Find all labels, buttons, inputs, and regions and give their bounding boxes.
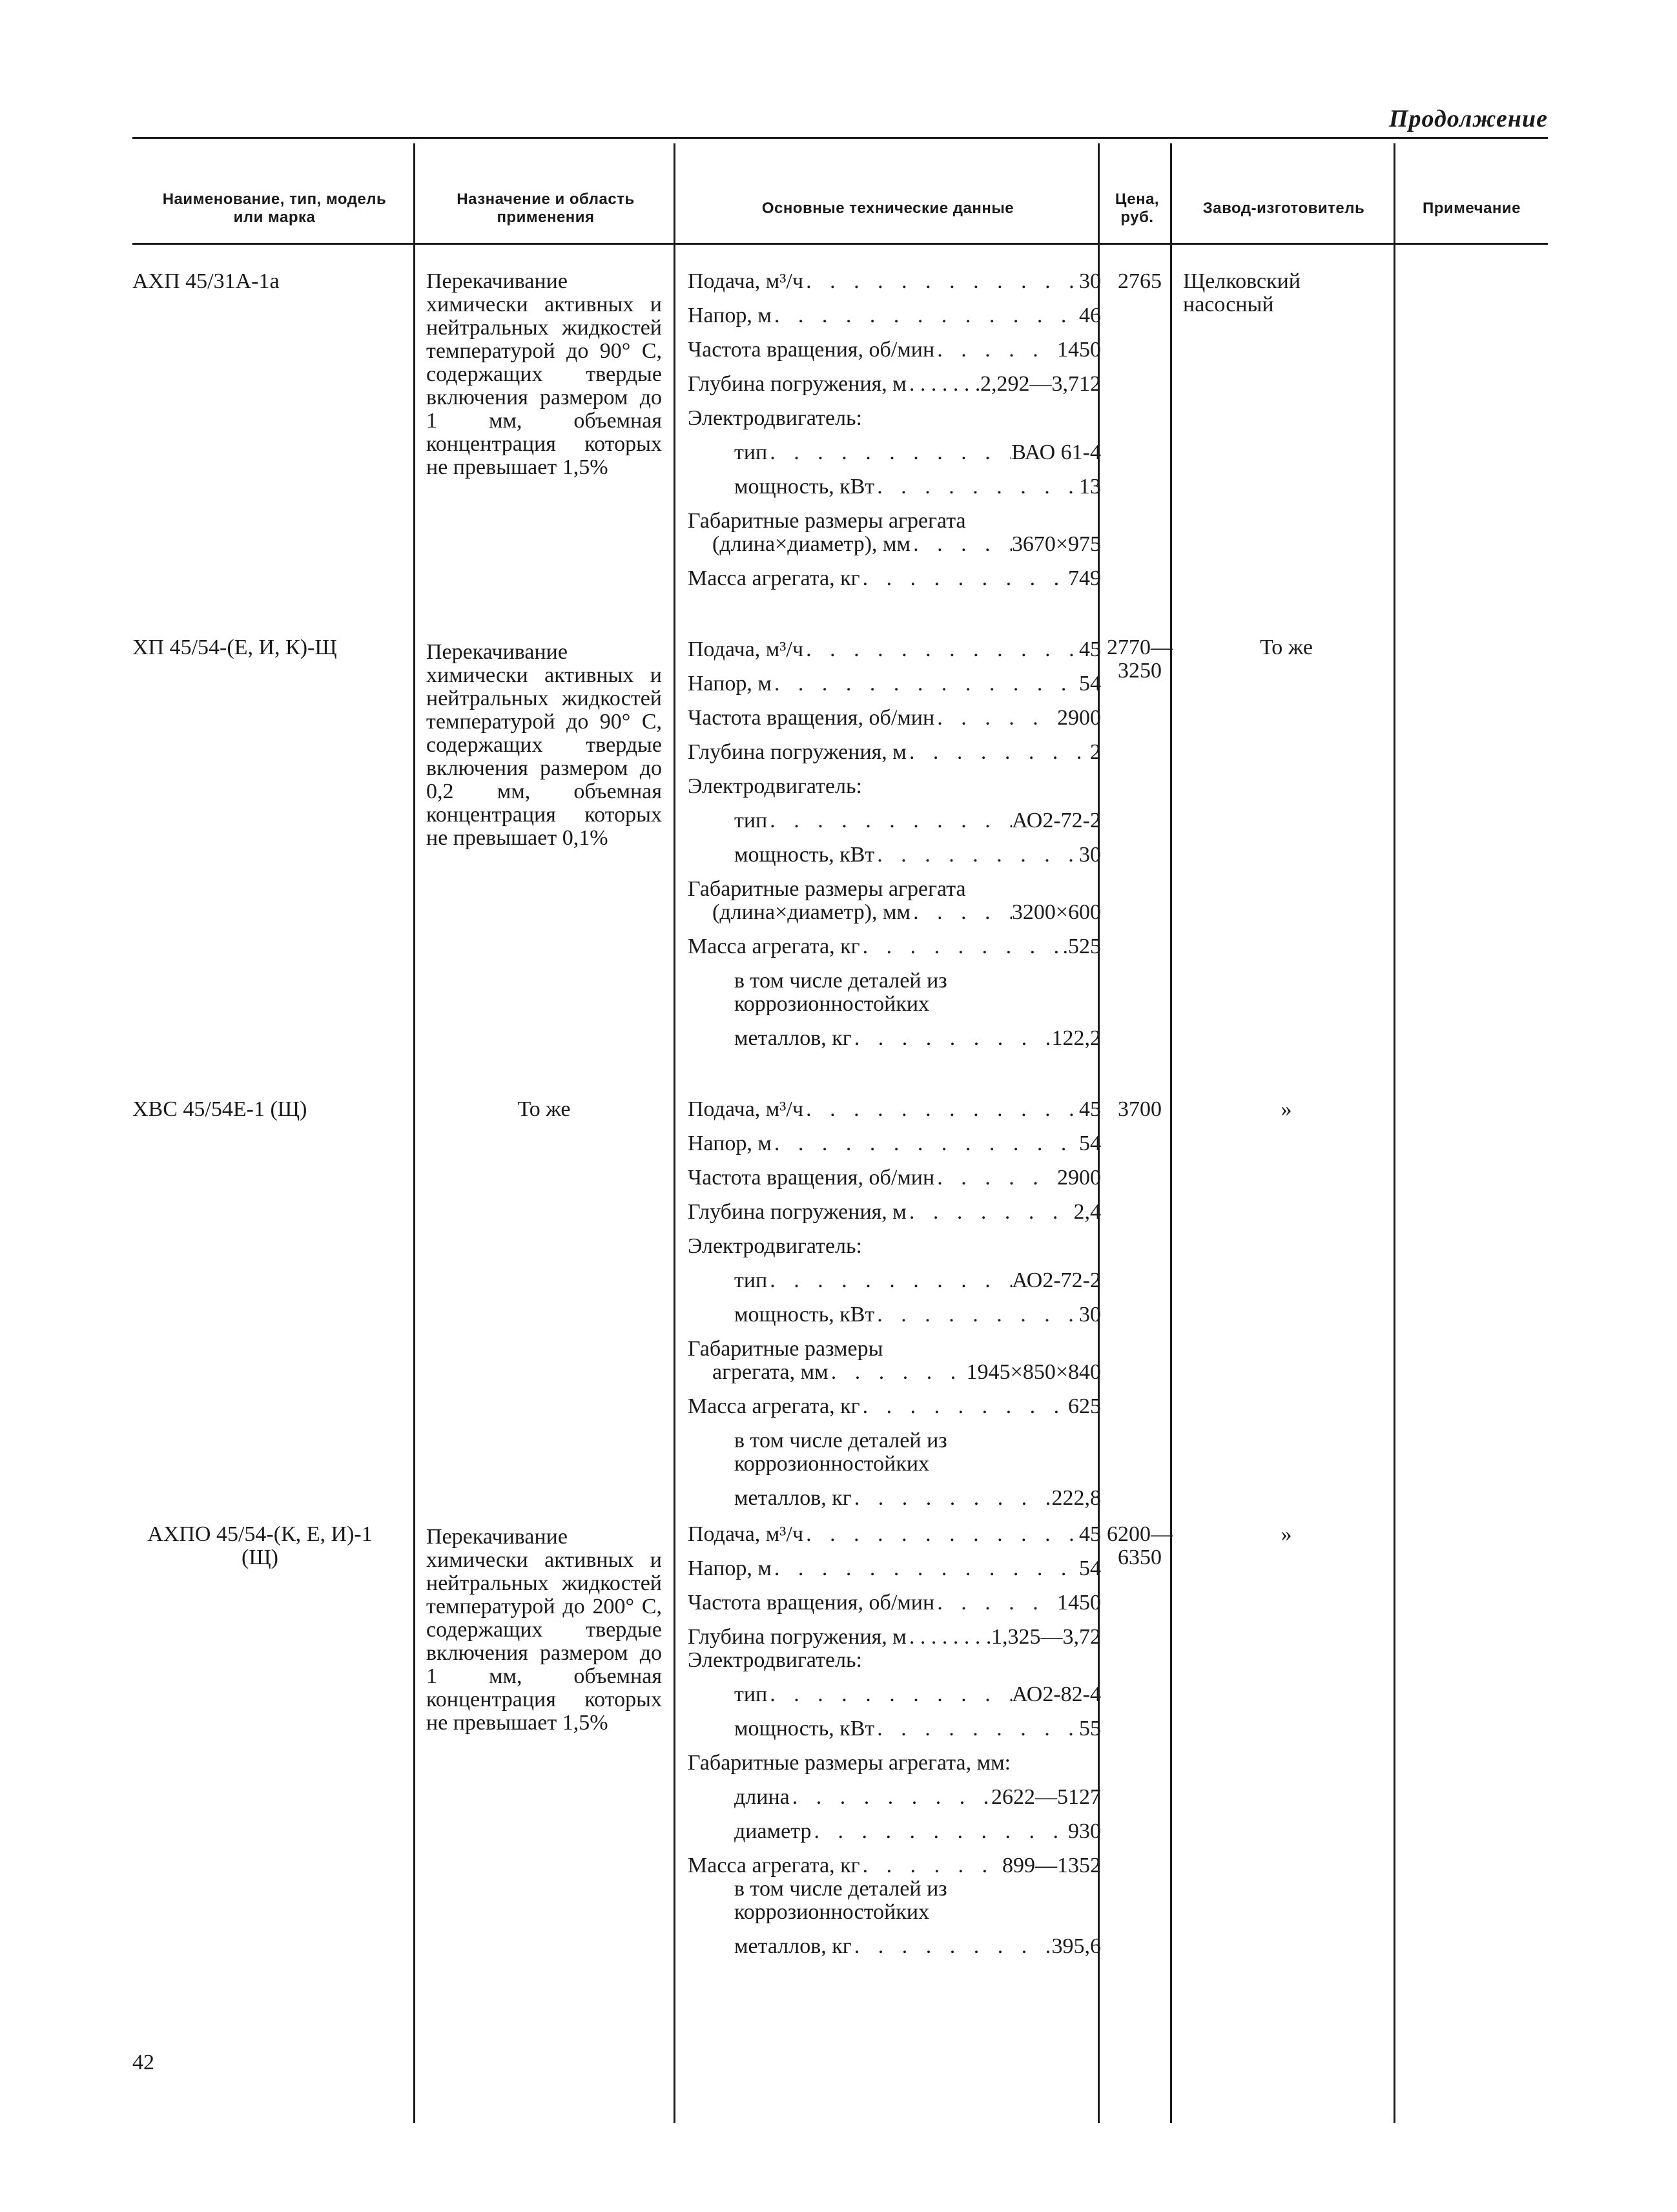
spec-line: Габаритные размеры агрегата, мм . . . 1945×850×840 <box>688 1338 1101 1384</box>
column-divider-2 <box>674 143 675 2123</box>
spec-line: мощность, кВт . . . 13 <box>688 475 1101 499</box>
spec-line: Частота вращения, об/мин . . . 1450 <box>688 338 1101 362</box>
spec-line: в том числе деталей из коррозионностойких <box>734 969 947 1016</box>
spec-line: тип . . . АО2-72-2 <box>688 1269 1101 1292</box>
spec-line: Частота вращения, об/мин . . . 2900 <box>688 1166 1101 1190</box>
row-1-name: АХП 45/31А-1а <box>132 269 280 293</box>
spec-line: Габаритные размеры агрегата (длина×диаметр), мм . . . 3670×975 <box>688 510 1101 556</box>
spec-line: мощность, кВт . . . 30 <box>688 843 1101 867</box>
row-4-purpose: Перекачивание химически активных и нейтральных жидкостей температурой до 200° С, содержащих твердые включения размером до 1 мм, объемная концентрация которых не превышает 1,5% <box>426 1525 662 1735</box>
spec-line: Частота вращения, об/мин . . . 2900 <box>688 707 1101 730</box>
spec-line: Габаритные размеры агрегата (длина×диаметр), мм . . . 3200×600 <box>688 878 1101 924</box>
row-2-specs <box>688 638 1101 1061</box>
column-divider-4 <box>1170 143 1172 2123</box>
spec-line: Глубина погружения, м . . . 2,4 <box>688 1201 1101 1224</box>
spec-line: металлов, кг . . . 122,2 <box>688 1027 1101 1050</box>
spec-line: Электродвигатель: <box>688 774 862 798</box>
header-specs: Основные технические данные <box>761 199 1014 217</box>
spec-line: Глубина погружения, м . . . 2 <box>688 741 1101 764</box>
spec-line: диаметр . . . 930 <box>688 1820 1101 1843</box>
spec-line: Напор, м . . . 46 <box>688 304 1101 327</box>
continuation-label: Продолжение <box>1388 105 1548 132</box>
spec-line: Частота вращения, об/мин . . . 1450 <box>688 1591 1101 1615</box>
spec-line: тип . . . АО2-82-4 <box>688 1683 1101 1706</box>
row-1-purpose: Перекачивание химически активных и нейтральных жидкостей температурой до 90° С, содержащих твердые включения размером до 1 мм, объемная концентрация которых не превышает 1,5% <box>426 269 662 479</box>
spec-line: Масса агрегата, кг . . . 749 <box>688 567 1101 590</box>
header-note: Примечание <box>1422 199 1521 217</box>
row-2-manufacturer: То же <box>1260 636 1313 659</box>
page-number: 42 <box>132 2051 154 2074</box>
row-3-manufacturer: » <box>1281 1097 1292 1121</box>
spec-line: Глубина погружения, м . . . 2,292—3,712 <box>688 373 1101 396</box>
spec-line: Габаритные размеры агрегата, мм: <box>688 1751 1011 1775</box>
spec-line: Напор, м . . . 54 <box>688 672 1101 696</box>
row-3-purpose: То же <box>517 1097 571 1121</box>
row-3-name: ХВС 45/54Е-1 (Щ) <box>132 1097 307 1121</box>
row-4-price: 6200—6350 <box>1107 1522 1173 1569</box>
column-divider-5 <box>1394 143 1395 2123</box>
spec-line: Подача, м³/ч . . . 45 <box>688 638 1101 661</box>
spec-line: Напор, м . . . 54 <box>688 1557 1101 1580</box>
spec-line: Подача, м³/ч . . . 45 <box>688 1523 1101 1546</box>
row-2-price: 2770—3250 <box>1107 636 1173 683</box>
spec-line: Электродвигатель: <box>688 406 862 430</box>
row-1-manufacturer: Щелковский насосный <box>1183 269 1301 316</box>
spec-line: Подача, м³/ч . . . 45 <box>688 1098 1101 1121</box>
spec-line: Глубина погружения, м . . . 1,325—3,72 <box>688 1626 1101 1649</box>
row-4-name: АХПО 45/54-(К, Е, И)-1 (Щ) <box>147 1522 373 1569</box>
spec-line: Электродвигатель: <box>688 1234 862 1258</box>
header-purpose: Назначение и область применения <box>457 190 635 226</box>
column-divider-1 <box>413 143 415 2123</box>
row-2-name: ХП 45/54-(Е, И, К)-Щ <box>132 636 337 659</box>
row-1-price: 2765 <box>1118 269 1162 293</box>
spec-line: металлов, кг . . . 222,8 <box>688 1487 1101 1510</box>
row-4-manufacturer: » <box>1281 1522 1292 1546</box>
spec-line: в том числе деталей из коррозионностойких <box>734 1877 947 1924</box>
spec-line: длина . . . 2622—5127 <box>688 1786 1101 1809</box>
spec-line: мощность, кВт . . . 30 <box>688 1303 1101 1327</box>
spec-line: тип . . . ВАО 61-4 <box>688 441 1101 464</box>
spec-line: мощность, кВт . . . 55 <box>688 1717 1101 1741</box>
header-price: Цена, руб. <box>1115 190 1160 226</box>
spec-line: тип . . . АО2-72-2 <box>688 809 1101 832</box>
row-4-specs <box>688 1523 1101 1969</box>
spec-line: Напор, м . . . 54 <box>688 1132 1101 1155</box>
header-manufacturer: Завод-изготовитель <box>1202 199 1365 217</box>
spec-line: Электродвигатель: <box>688 1648 862 1672</box>
spec-line: Масса агрегата, кг . . . 899—1352 <box>688 1854 1101 1877</box>
spec-line: металлов, кг . . . 395,6 <box>688 1935 1101 1958</box>
header-name: Наименование, тип, модель или марка <box>162 190 387 226</box>
row-3-price: 3700 <box>1118 1097 1162 1121</box>
spec-line: в том числе деталей из коррозионностойких <box>734 1429 947 1476</box>
spec-line: Масса агрегата, кг . . . .525 <box>688 935 1101 958</box>
row-2-purpose: Перекачивание химически активных и нейтральных жидкостей температурой до 90° С, содержащих твердые включения размером до 0,2 мм, объемная концентрация которых не превышает 0,1% <box>426 640 662 850</box>
row-3-specs <box>688 1098 1101 1521</box>
spec-line: Масса агрегата, кг . . . 625 <box>688 1395 1101 1418</box>
spec-line: Подача, м³/ч . . . 30 <box>688 270 1101 293</box>
row-1-specs <box>688 270 1101 601</box>
table-top-rule <box>132 137 1548 139</box>
